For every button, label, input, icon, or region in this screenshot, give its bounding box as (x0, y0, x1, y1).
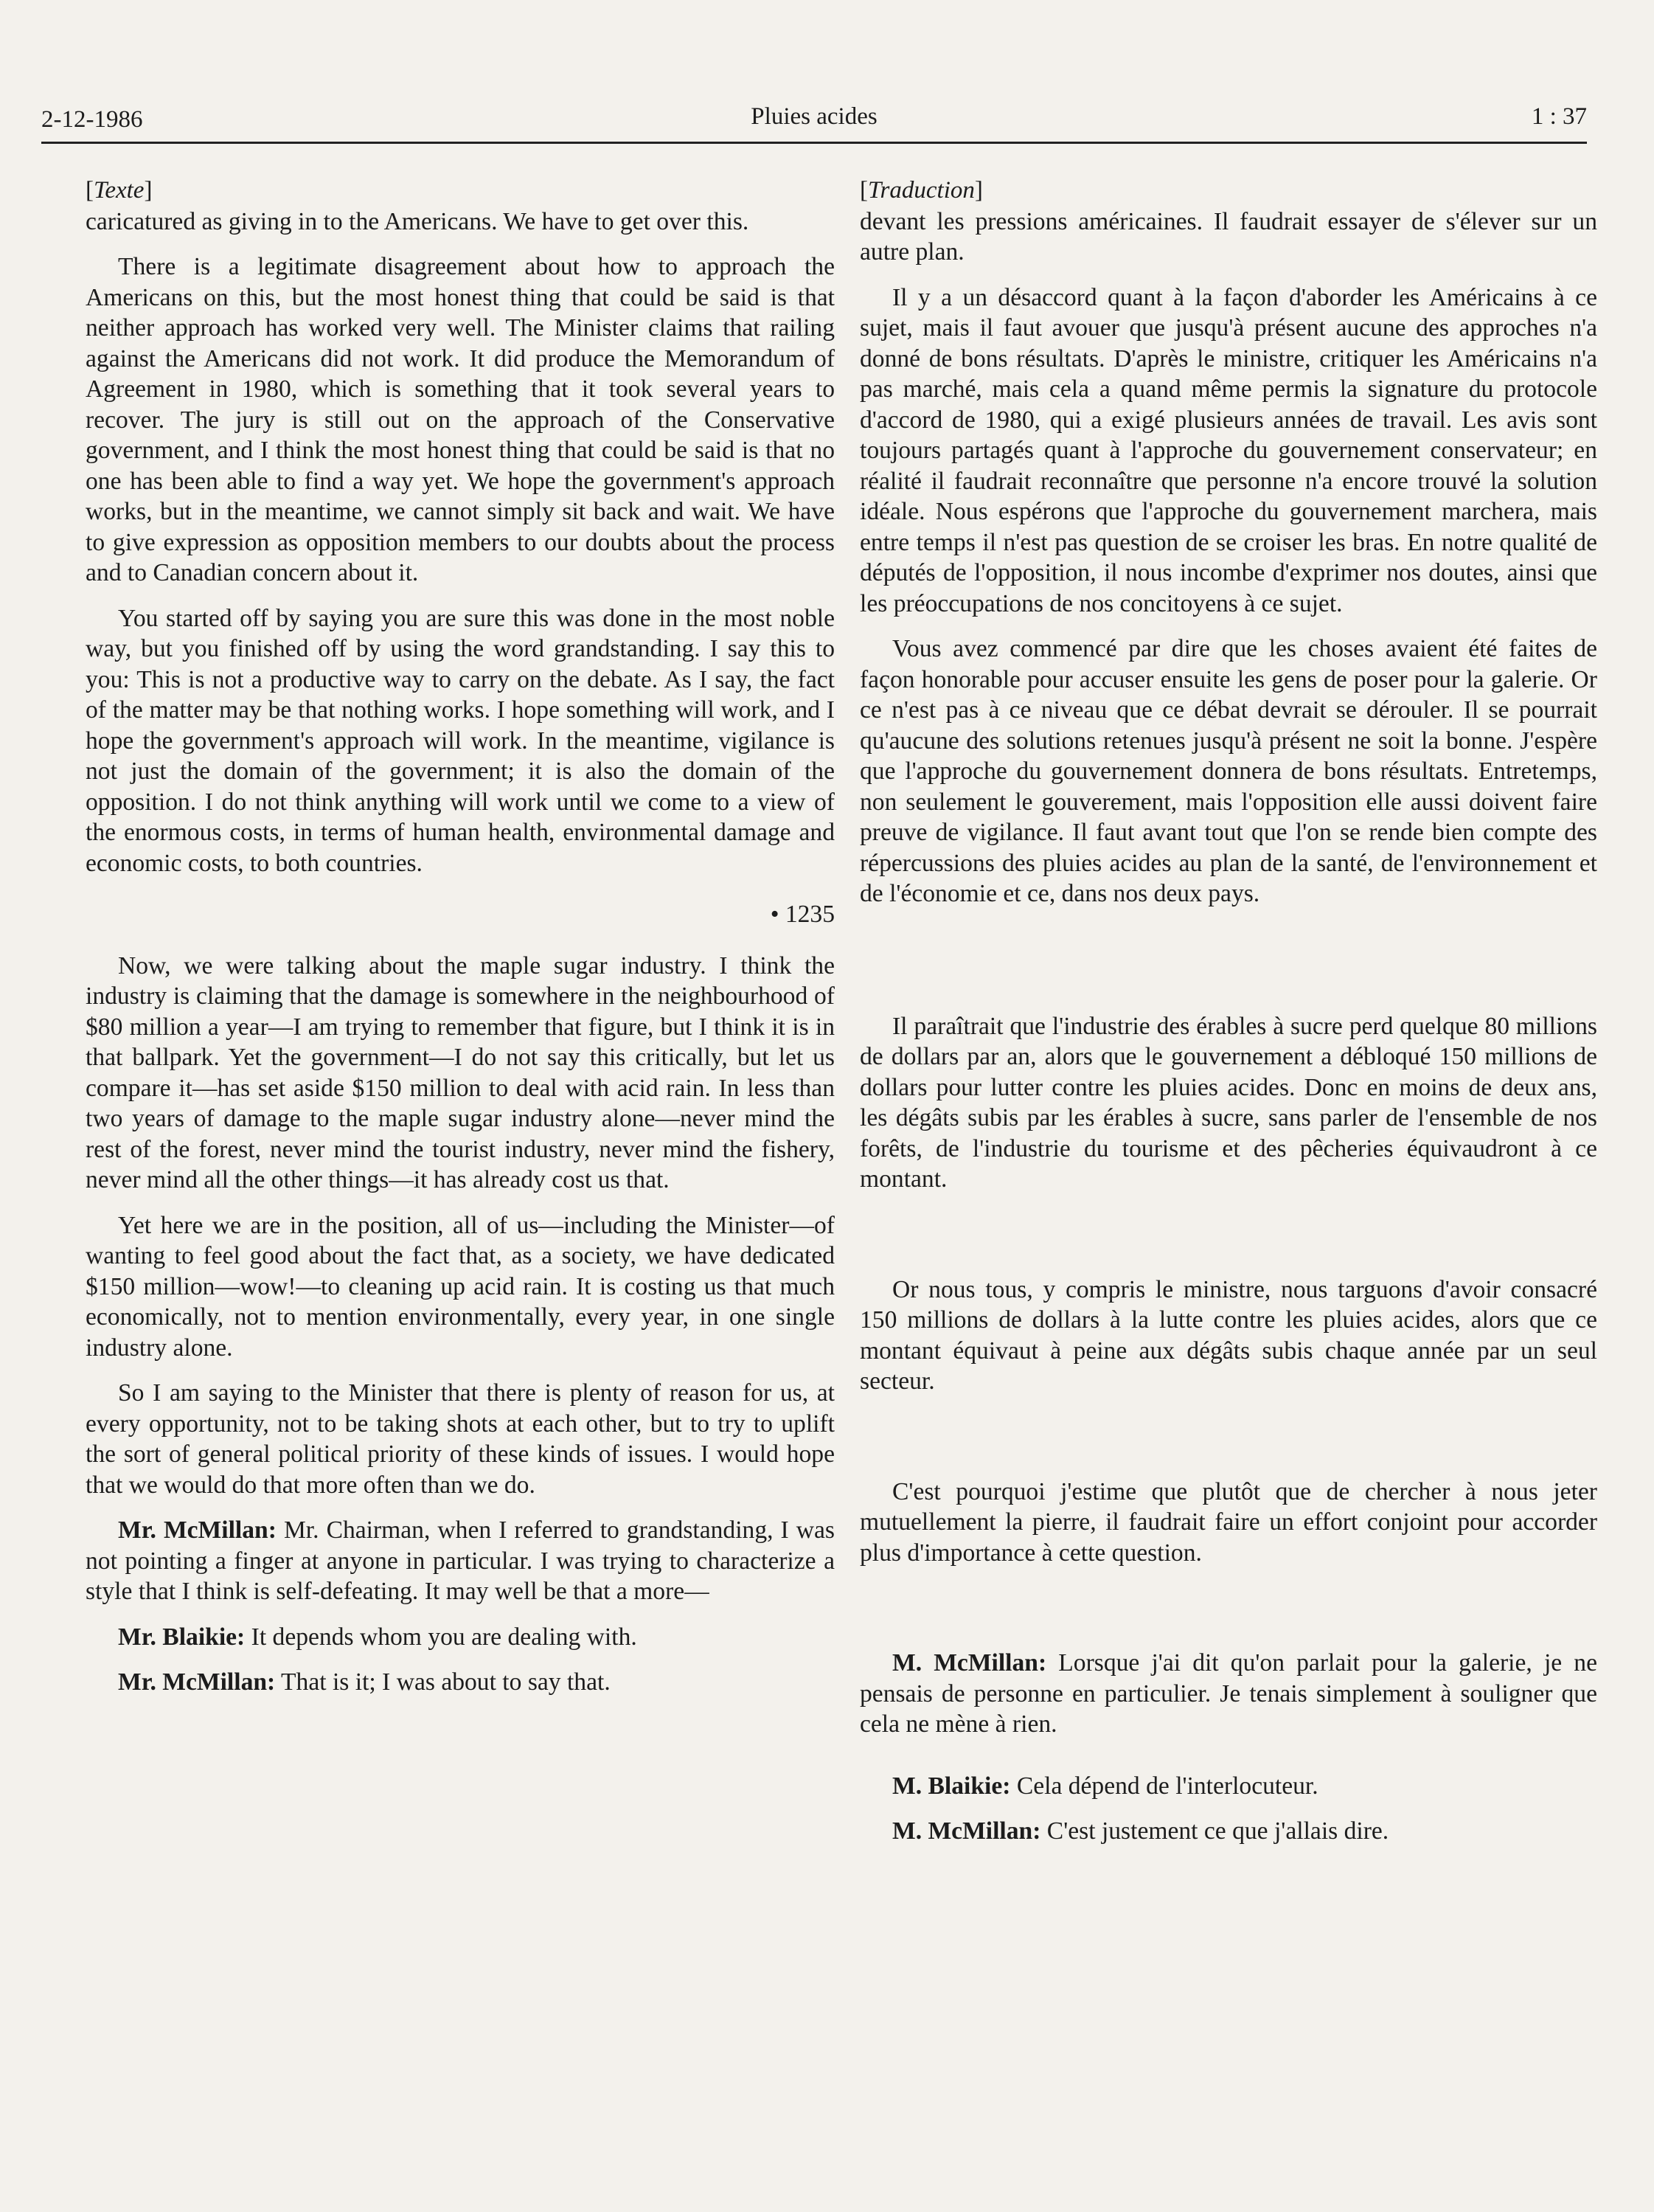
speaker-name: M. McMillan: (892, 1817, 1041, 1845)
column-label-texte: [Texte] (86, 177, 153, 204)
header-title: Pluies acides (751, 103, 878, 130)
speaker-name: M. Blaikie: (892, 1772, 1011, 1800)
speaker-paragraph: Mr. McMillan: Mr. Chairman, when I referred to grandstanding, I was not pointing a finger at anyone in particular. I was trying to characterize a style that I think is self-defeating. It may well be that a more— (86, 1516, 835, 1605)
speaker-paragraph: M. McMillan: C'est justement ce que j'allais dire. (892, 1817, 1389, 1845)
speaker-name: Mr. Blaikie: (118, 1623, 246, 1651)
speaker-paragraph: Mr. Blaikie: It depends whom you are dealing with. (118, 1623, 637, 1651)
paragraph: Il y a un désaccord quant à la façon d'aborder les Américains à ce sujet, mais il faut avouer que jusqu'à présent aucune des approches n'a donné de bons résultats. D'après le ministre, critiquer les Américains n'a pas marché, mais cela a quand même permis la signature du protocole d'accord de 1980, qui a exigé plusieurs années de travail. Les avis sont toujours partagés quant à l'approche du gouvernement conservateur; en réalité il faudrait reconnaître que personne n'a encore trouvé la solution idéale. Nous espérons que l'approche du gouvernement marchera, mais entre temps il n'est pas question de se croiser les bras. En notre qualité de députés de l'opposition, il nous incombe d'exprimer nos doutes, ainsi que les préoccupations de nos concitoyens à ce sujet. (860, 283, 1597, 617)
speaker-paragraph: M. McMillan: Lorsque j'ai dit qu'on parlait pour la galerie, je ne pensais de personne en particulier. Je tenais simplement à souligner que cela ne mène à rien. (860, 1649, 1598, 1738)
paragraph: Or nous tous, y compris le ministre, nous targuons d'avoir consacré 150 millions de dollars à la lutte contre les pluies acides, alors que ce montant équivaut à peine aux dégâts subis chaque année par un seul secteur. (860, 1275, 1597, 1395)
paragraph: Vous avez commencé par dire que les choses avaient été faites de façon honorable pour accuser ensuite les gens de poser pour la galerie. Or ce n'est pas à ce niveau que ce débat devrait se dérouler. Il se pourrait qu'aucune des solutions retenues jusqu'à présent ne soit la bonne. J'espère que l'approche du gouvernement donnera de bons résultats. Entretemps, non seulement le gouverement, mais l'opposition elle aussi doivent faire preuve de vigilance. Il faut avant tout que l'on se rende bien compte des répercussions des pluies acides au plan de la santé, de l'environnement et de l'économie et ce, dans nos deux pays. (860, 635, 1597, 907)
header-page-number: 1 : 37 (1531, 103, 1587, 130)
speaker-name: Mr. McMillan: (118, 1516, 277, 1544)
english-column (86, 176, 835, 1698)
paragraph: devant les pressions américaines. Il faudrait essayer de s'élever sur un autre plan. (860, 207, 1597, 266)
timestamp: • 1235 (770, 901, 835, 928)
speaker-paragraph: M. Blaikie: Cela dépend de l'interlocuteur. (892, 1772, 1318, 1800)
page-header (41, 100, 1587, 144)
paragraph: So I am saying to the Minister that there is plenty of reason for us, at every opportunity, not to be taking shots at each other, but to try to uplift the sort of general political priority of these kinds of issues. I would hope that we would do that more often than we do. (86, 1379, 835, 1499)
header-date: 2-12-1986 (41, 106, 143, 133)
paragraph: Now, we were talking about the maple sugar industry. I think the industry is claiming that the damage is somewhere in the neighbourhood of $80 million a year—I am trying to remember that figure, but I think it is in that ballpark. Yet the government—I do not say this critically, but let us compare it—has set aside $150 million to deal with acid rain. In less than two years of damage to the maple sugar industry alone—never mind the rest of the forest, never mind the tourist industry, never mind the fishery, never mind all the other things—it has already cost us that. (86, 951, 835, 1193)
column-label-traduction: [Traduction] (860, 177, 983, 204)
speaker-name: Mr. McMillan: (118, 1668, 276, 1696)
paragraph: Il paraîtrait que l'industrie des érables à sucre perd quelque 80 millions de dollars par an, alors que le gouvernement a débloqué 150 millions de dollars pour lutter contre les pluies acides. Donc en moins de deux ans, les dégâts subis par les érables à sucre, sans parler de l'ensemble de nos forêts, de l'industrie du tourisme et des pêcheries équivaudront à ce montant. (860, 1012, 1597, 1193)
french-column (860, 176, 1597, 1847)
paragraph: You started off by saying you are sure this was done in the most noble way, but you finished off by using the word grandstanding. I say this to you: This is not a productive way to carry on the debate. As I say, the fact of the matter may be that nothing works. I hope something will work, and I hope the government's approach will work. In the meantime, vigilance is not just the domain of the government; it is also the domain of the opposition. I do not think anything will work until we come to a view of the enormous costs, in terms of human health, environmental damage and economic costs, to both countries. (86, 604, 835, 877)
paragraph: C'est pourquoi j'estime que plutôt que de chercher à nous jeter mutuellement la pierre, il faudrait faire un effort conjoint pour accorder plus d'importance à cette question. (860, 1477, 1597, 1567)
paragraph: There is a legitimate disagreement about how to approach the Americans on this, but the most honest thing that could be said is that neither approach has worked very well. The Minister claims that railing against the Americans did not work. It did produce the Memorandum of Agreement in 1980, which is something that it took several years to recover. The jury is still out on the approach of the Conservative government, and I think the most honest thing that could be said is that no one has been able to find a way yet. We hope the government's approach works, but in the meantime, we cannot simply sit back and wait. We have to give expression as opposition members to our doubts about the process and to Canadian concern about it. (86, 253, 835, 586)
paragraph: Yet here we are in the position, all of us—including the Minister—of wanting to feel good about the fact that, as a society, we have dedicated $150 million—wow!—to cleaning up acid rain. It is costing us that much economically, not to mention environmentally, every year, in one single industry alone. (86, 1211, 835, 1362)
speaker-name: M. McMillan: (892, 1649, 1047, 1677)
paragraph: caricatured as giving in to the Americans. We have to get over this. (86, 207, 749, 235)
speaker-paragraph: Mr. McMillan: That is it; I was about to say that. (118, 1668, 611, 1696)
